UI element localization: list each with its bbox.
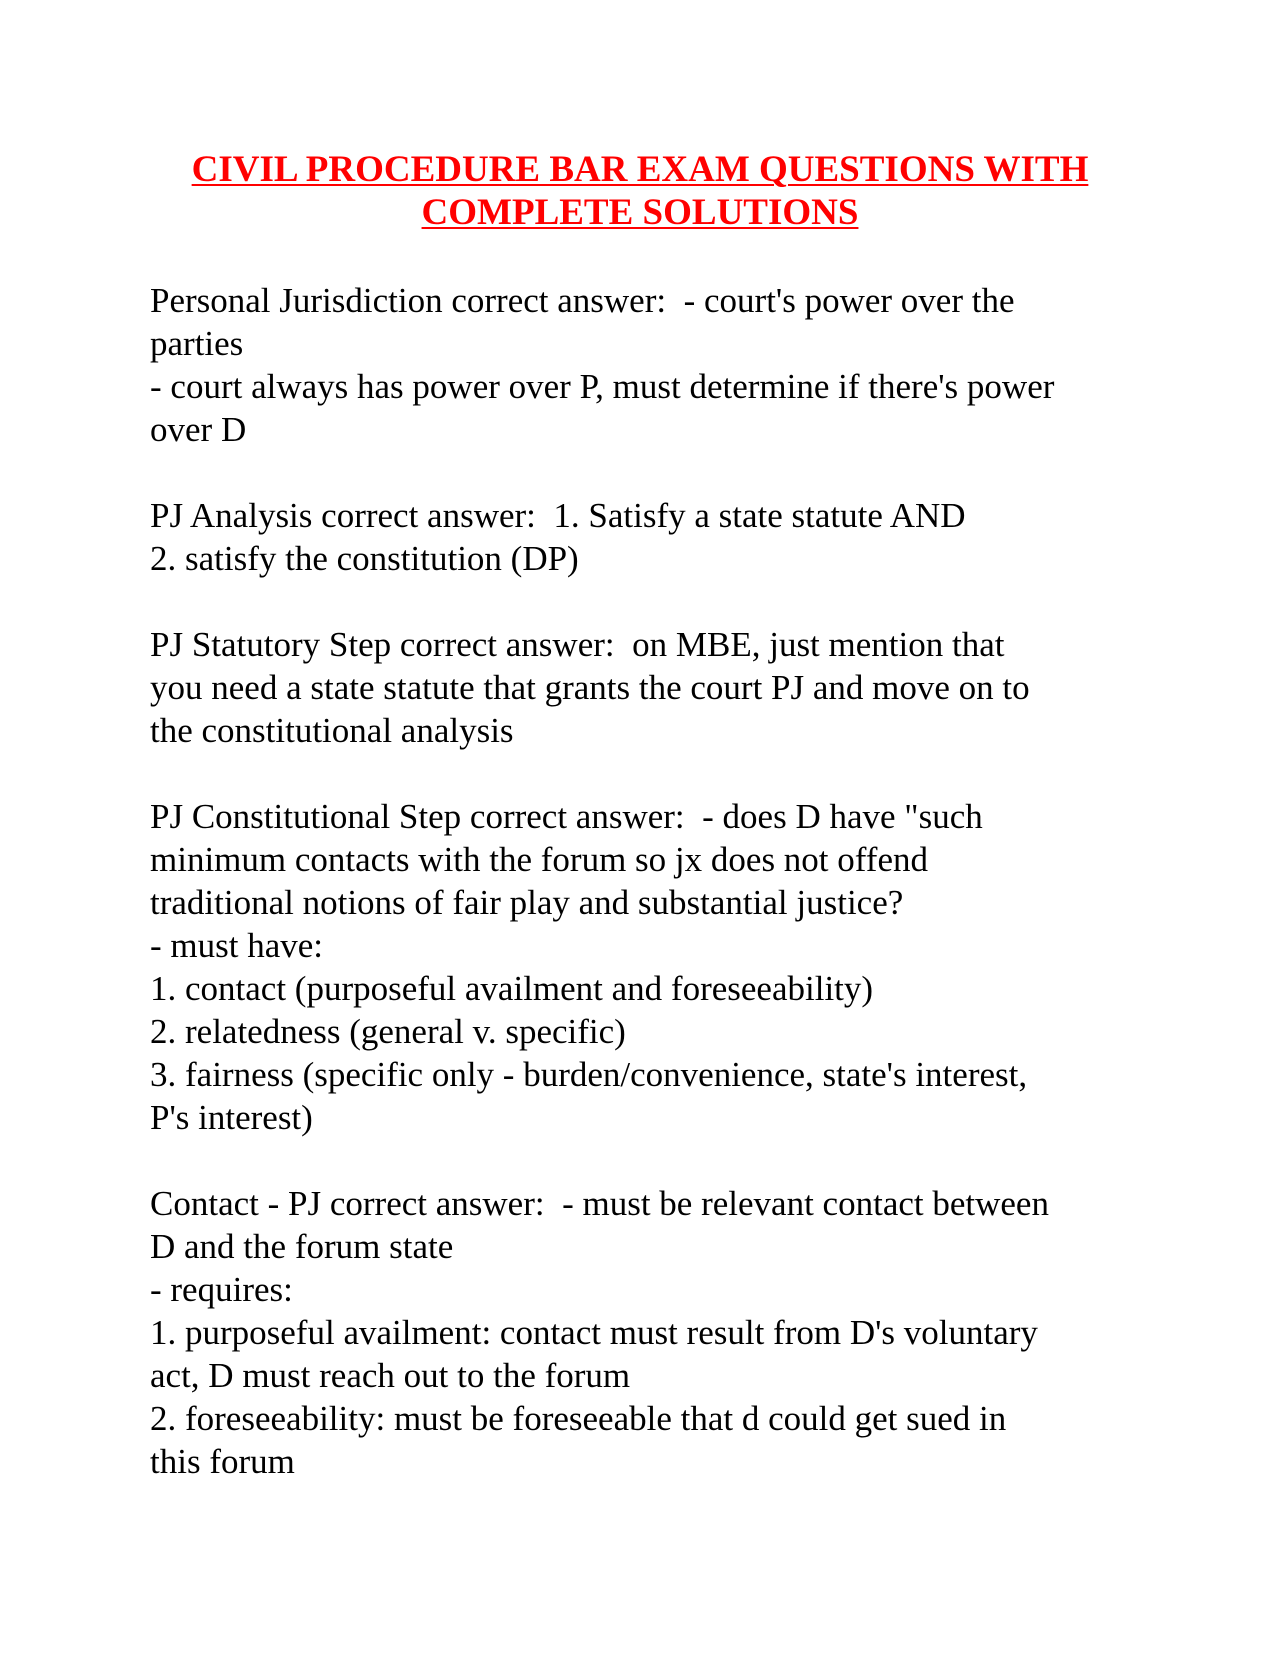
entry-line: 1. purposeful availment: contact must result from D's voluntary	[150, 1313, 1038, 1352]
entry-line: P's interest)	[150, 1098, 313, 1137]
entry-line: 2. foreseeability: must be foreseeable that d could get sued in	[150, 1399, 1007, 1438]
entry-line: PJ Statutory Step correct answer: on MBE, just mention that	[150, 625, 1005, 664]
entry-line: minimum contacts with the forum so jx does not offend	[150, 840, 928, 879]
entry-line: over D	[150, 410, 247, 449]
entry-line: 1. contact (purposeful availment and foreseeability)	[150, 969, 874, 1008]
entry-line: D and the forum state	[150, 1227, 454, 1266]
entry-line: act, D must reach out to the forum	[150, 1356, 631, 1395]
entry-line: you need a state statute that grants the court PJ and move on to	[150, 668, 1030, 707]
document-body	[150, 279, 1130, 1526]
entry-line: Personal Jurisdiction correct answer: - court's power over the	[150, 281, 1015, 320]
entry-personal-jurisdiction	[150, 279, 1130, 451]
entry-line: the constitutional analysis	[150, 711, 514, 750]
document-title	[150, 148, 1130, 234]
entry-line: - court always has power over P, must determine if there's power	[150, 367, 1055, 406]
entry-line: this forum	[150, 1442, 295, 1481]
entry-pj-constitutional-step	[150, 795, 1130, 1139]
entry-contact-pj	[150, 1182, 1130, 1483]
entry-line: - requires:	[150, 1270, 293, 1309]
entry-line: PJ Constitutional Step correct answer: - does D have "such	[150, 797, 983, 836]
entry-line: 3. fairness (specific only - burden/convenience, state's interest,	[150, 1055, 1028, 1094]
entry-line: 2. satisfy the constitution (DP)	[150, 539, 579, 578]
title-line-2: COMPLETE SOLUTIONS	[421, 192, 859, 233]
entry-line: traditional notions of fair play and substantial justice?	[150, 883, 904, 922]
entry-line: PJ Analysis correct answer: 1. Satisfy a state statute AND	[150, 496, 966, 535]
entry-pj-statutory-step	[150, 623, 1130, 752]
entry-line: parties	[150, 324, 244, 363]
entry-line: - must have:	[150, 926, 324, 965]
entry-line: 2. relatedness (general v. specific)	[150, 1012, 626, 1051]
title-line-1: CIVIL PROCEDURE BAR EXAM QUESTIONS WITH	[191, 149, 1089, 190]
entry-pj-analysis	[150, 494, 1130, 580]
entry-line: Contact - PJ correct answer: - must be relevant contact between	[150, 1184, 1049, 1223]
